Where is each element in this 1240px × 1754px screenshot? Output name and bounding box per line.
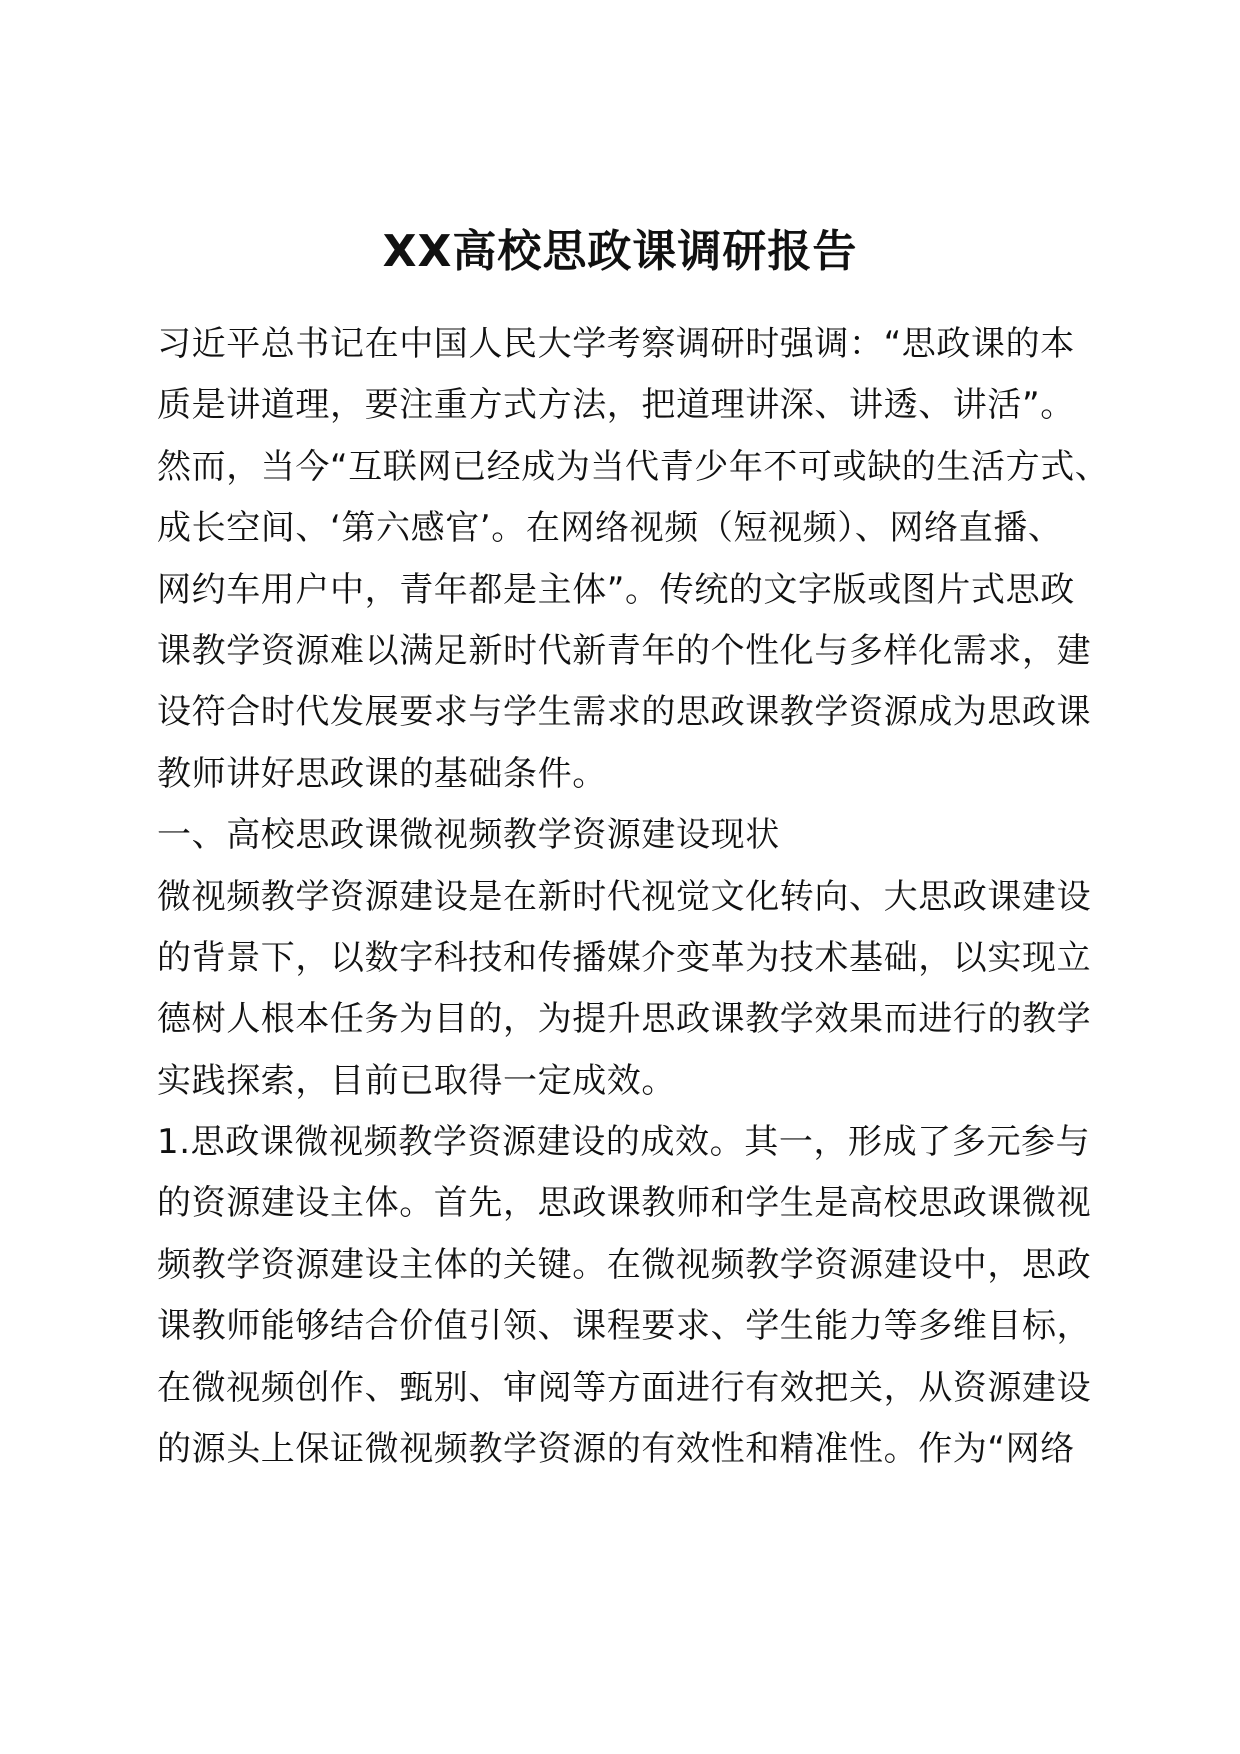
text-line: 微视频教学资源建设是在新时代视觉文化转向、大思政课建设 <box>157 876 1092 917</box>
text-line: 实践探索，目前已取得一定成效。 <box>157 1060 676 1101</box>
text-line: 习近平总书记在中国人民大学考察调研时强调：“思政课的本 <box>157 324 1075 364</box>
text-line: 1.思政课微视频教学资源建设的成效。其一，形成了多元参与 <box>157 1122 1091 1163</box>
text-line: 课教师能够结合价值引领、课程要求、学生能力等多维目标， <box>157 1306 1092 1347</box>
text-line: 的源头上保证微视频教学资源的有效性和精准性。作为“网络 <box>157 1429 1075 1470</box>
document-body <box>157 314 1110 1480</box>
text-line: 教师讲好思政课的基础条件。 <box>157 753 607 794</box>
text-line: 的资源建设主体。首先，思政课教师和学生是高校思政课微视 <box>157 1183 1092 1224</box>
text-line: 网约车用户中，青年都是主体”。传统的文字版或图片式思政 <box>157 569 1075 610</box>
document-title: XX高校思政课调研报告 <box>382 226 858 277</box>
text-line: 课教学资源难以满足新时代新青年的个性化与多样化需求，建 <box>157 630 1092 671</box>
text-line: 成长空间、‘第六感官’。在网络视频（短视频）、网络直播、 <box>157 508 1063 549</box>
section-heading: 一、高校思政课微视频教学资源建设现状 <box>157 815 780 856</box>
text-line: 设符合时代发展要求与学生需求的思政课教学资源成为思政课 <box>157 692 1092 733</box>
text-line: 质是讲道理，要注重方式方法，把道理讲深、讲透、讲活”。 <box>157 385 1075 426</box>
text-line: 的背景下，以数字科技和传播媒介变革为技术基础，以实现立 <box>157 937 1092 978</box>
text-line: 频教学资源建设主体的关键。在微视频教学资源建设中，思政 <box>157 1244 1092 1285</box>
text-line: 德树人根本任务为目的，为提升思政课教学效果而进行的教学 <box>157 999 1092 1040</box>
text-line: 然而，当今“互联网已经成为当代青少年不可或缺的生活方式、 <box>157 446 1110 487</box>
text-line: 在微视频创作、甄别、审阅等方面进行有效把关，从资源建设 <box>157 1367 1092 1408</box>
